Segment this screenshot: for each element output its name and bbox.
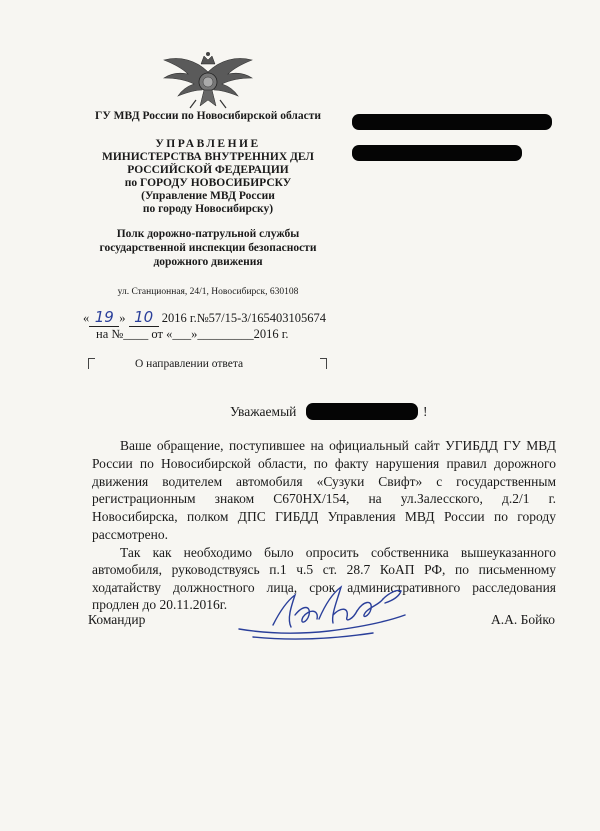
open-quote: « — [83, 311, 90, 325]
regiment-line: Полк дорожно-патрульной службы — [116, 228, 300, 240]
body-line: России по Новосибирской области, по факту нарушения правил дорожного — [92, 456, 556, 471]
department-line: РОССИЙСКОЙ ФЕДЕРАЦИИ — [127, 164, 289, 176]
subject-line: О направлении ответа — [135, 358, 244, 370]
regiment-line: государственной инспекции безопасности — [99, 242, 317, 254]
office-address: ул. Станционная, 24/1, Новосибирск, 630108 — [117, 287, 299, 297]
department-line: по ГОРОДУ НОВОСИБИРСКУ — [124, 177, 292, 189]
body-line: продлен до 20.11.2016г. — [92, 597, 228, 612]
redacted-addressee — [306, 403, 418, 420]
ministry-line: ГУ МВД России по Новосибирской области — [95, 110, 321, 122]
handwritten-day: 19 — [89, 308, 119, 327]
signer-name: А.А. Бойко — [491, 612, 555, 627]
subject-bracket-right — [320, 358, 327, 369]
department-title: УПРАВЛЕНИЕ — [155, 138, 261, 150]
department-line: по городу Новосибирску) — [142, 203, 274, 215]
handwritten-month: 10 — [129, 308, 159, 327]
greeting: Уважаемый — [230, 404, 297, 419]
eagle-emblem-icon — [160, 50, 256, 112]
body-line: рассмотрено. — [92, 527, 168, 542]
body-line: автомобиля, руководствуясь п.1 ч.5 ст. 28.7 КоАП РФ, по письменному — [92, 562, 556, 577]
department-line: МИНИСТЕРСТВА ВНУТРЕННИХ ДЕЛ — [101, 151, 315, 163]
subject-bracket-left — [88, 358, 95, 369]
greeting-punctuation: ! — [423, 404, 428, 419]
body-line: ходатайству должностного лица, срок административного расследования — [92, 580, 556, 595]
outgoing-number: « 19 » 10 2016 г.№57/15-3/165403105674 — [83, 308, 327, 326]
redacted-recipient-name — [352, 114, 552, 130]
department-line: (Управление МВД России — [141, 190, 275, 202]
body-line: движения водителем автомобиля «Сузуки Свифт» с государственным — [92, 474, 556, 489]
body-line: Ваше обращение, поступившее на официальный сайт УГИБДД ГУ МВД — [120, 438, 556, 453]
redacted-recipient-address — [352, 145, 522, 161]
body-line: Новосибирска, полком ДПС ГИБДД Управления МВД России по городу — [92, 509, 556, 524]
body-line: регистрационным знаком С670НХ/154, на ул.Залесского, д.2/1 г. — [92, 491, 556, 506]
handwritten-signature-icon — [233, 575, 413, 647]
incoming-reference: на №____ от «___»_________2016 г. — [96, 327, 289, 341]
signer-title: Командир — [88, 612, 146, 627]
regiment-line: дорожного движения — [153, 256, 263, 268]
year-and-number: 2016 г.№57/15-3/165403105674 — [161, 311, 327, 325]
body-line: Так как необходимо было опросить собственника вышеуказанного — [120, 545, 556, 560]
